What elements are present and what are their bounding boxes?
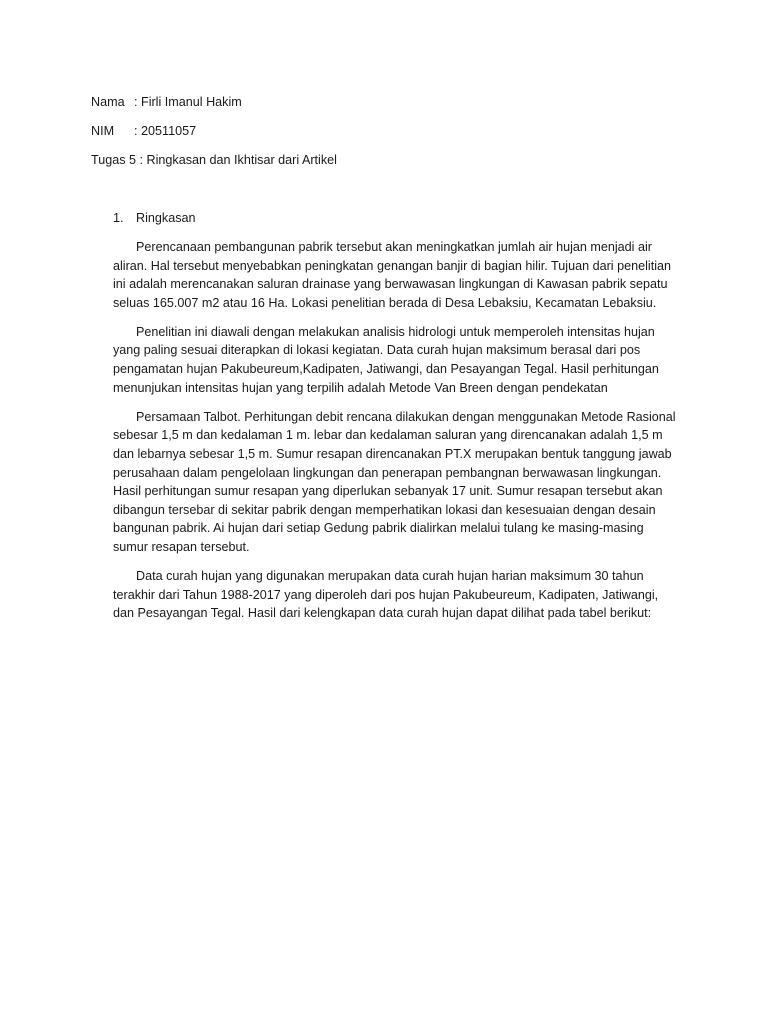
nim-value: : 20511057 xyxy=(134,124,197,138)
paragraph-line: menunjukan intensitas hujan yang terpilih adalah Metode Van Breen dengan pendekatan xyxy=(113,380,608,395)
paragraph-line: yang paling sesuai diterapkan di lokasi kegiatan. Data curah hujan maksimum berasal dari pos xyxy=(113,343,641,358)
paragraph-line: sebesar 1,5 m dan kedalaman 1 m. lebar dan kedalaman saluran yang direncanakan adalah 1,5 m xyxy=(113,428,663,443)
nim-line xyxy=(91,122,197,140)
paragraph-line: ini adalah merencanakan saluran drainase yang berwawasan lingkungan di Kawasan pabrik sepatu xyxy=(113,277,668,292)
paragraph-line: Penelitian ini diawali dengan melakukan analisis hidrologi untuk memperoleh intensitas hujan xyxy=(136,324,655,339)
paragraph-line: Data curah hujan yang digunakan merupakan data curah hujan harian maksimum 30 tahun xyxy=(136,569,644,583)
paragraph-4 xyxy=(113,567,658,623)
paragraph-2 xyxy=(113,323,658,397)
nama-line xyxy=(91,93,242,111)
section-title: Ringkasan xyxy=(136,211,196,225)
paragraph-line: Persamaan Talbot. Perhitungan debit rencana dilakukan dengan menggunakan Metode Rasional xyxy=(136,409,676,424)
tugas-text: Tugas 5 : Ringkasan dan Ikhtisar dari Artikel xyxy=(91,153,337,167)
paragraph-line: sumur resapan tersebut. xyxy=(113,539,250,554)
paragraph-line: dan Pesayangan Tegal. Hasil dari kelengkapan data curah hujan dapat dilihat pada tabel berikut: xyxy=(113,606,652,621)
paragraph-line: Perencanaan pembangunan pabrik tersebut akan meningkatkan jumlah air hujan menjadi air xyxy=(136,240,652,254)
tugas-line xyxy=(91,151,337,169)
paragraph-line: dan lebarnya sebesar 1,5 m. Sumur resapan direncanakan PT.X merupakan bentuk tanggung jawab xyxy=(113,446,672,461)
section-number: 1. xyxy=(113,211,124,225)
paragraph-3 xyxy=(113,408,676,557)
nama-value: : Firli Imanul Hakim xyxy=(134,95,242,109)
paragraph-line: aliran. Hal tersebut menyebabkan peningkatan genangan banjir di bagian hilir. Tujuan dari penelitian xyxy=(113,258,672,273)
paragraph-line: bangunan pabrik. Ai hujan dari setiap Gedung pabrik dialirkan melalui tulang ke masing-masing xyxy=(113,521,644,536)
paragraph-1 xyxy=(113,238,672,312)
paragraph-line: terakhir dari Tahun 1988-2017 yang diperoleh dari pos hujan Pakubeureum, Kadipaten, Jatiwangi, xyxy=(113,587,659,602)
paragraph-line: pengamatan hujan Pakubeureum,Kadipaten, Jatiwangi, dan Pesayangan Tegal. Hasil perhitungan xyxy=(113,362,659,377)
paragraph-line: dibangun tersebar di sekitar pabrik dengan memperhatikan lokasi dan kesesuaian dengan desain xyxy=(113,502,656,517)
paragraph-line: perusahaan dalam pengelolaan lingkungan dan penerapan pembangnan berwawasan lingkungan. xyxy=(113,465,662,480)
paragraph-line: Hasil perhitungan sumur resapan yang diperlukan sebanyak 17 unit. Sumur resapan tersebut akan xyxy=(113,484,663,499)
nim-label: NIM xyxy=(91,124,115,138)
paragraph-line: seluas 165.007 m2 atau 16 Ha. Lokasi penelitian berada di Desa Lebaksiu, Kecamatan Lebaksiu. xyxy=(113,295,657,310)
section-heading xyxy=(113,209,658,227)
nama-label: Nama xyxy=(91,95,125,109)
ringkasan-section xyxy=(113,209,676,633)
